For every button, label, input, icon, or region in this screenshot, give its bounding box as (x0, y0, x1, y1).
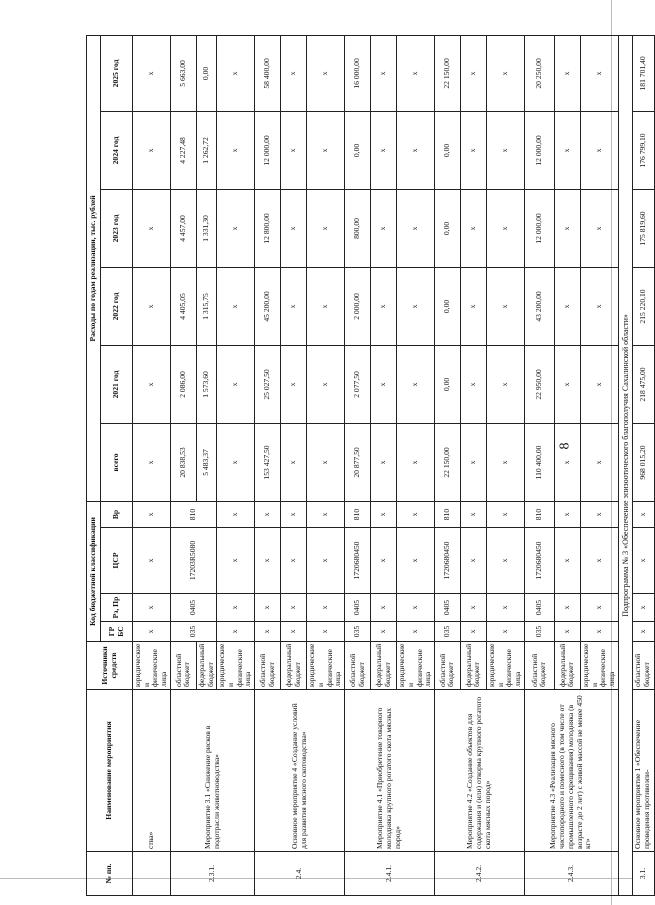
row-y2023: x (554, 189, 580, 267)
row-grbs: x (371, 622, 397, 642)
row-y2024: 1 262,72 (196, 111, 216, 189)
header-csr: ЦСР (101, 528, 133, 594)
row-grbs: x (486, 622, 524, 642)
row-source: федеральный бюджет (196, 642, 216, 690)
row-y2025: 5 663,00 (170, 35, 196, 111)
row-y2021: x (307, 345, 345, 423)
table-row (255, 35, 281, 895)
row-csr: 1720680450 (434, 528, 460, 594)
row-source: юридические и физические лица (580, 642, 618, 690)
row-csr: x (133, 528, 171, 594)
row-y2024: x (580, 111, 618, 189)
table-row (434, 35, 460, 895)
table-row (524, 35, 554, 895)
row-y2023: x (133, 189, 171, 267)
row-y2022: x (371, 267, 397, 345)
row-y2024: x (554, 111, 580, 189)
row-grbs: x (397, 622, 435, 642)
row-y2024: 12 000,00 (255, 111, 281, 189)
row-y2024: x (133, 111, 171, 189)
row-rz: 0405 (434, 594, 460, 622)
row-source: областной бюджет (170, 642, 196, 690)
row-number: 2.4. (255, 852, 345, 896)
row-y2025: x (307, 35, 345, 111)
row-total: x (133, 423, 171, 501)
row-total: 110 400,00 (524, 423, 554, 501)
last-row-y2022: 215 220,10 (632, 267, 654, 345)
row-y2025: x (486, 35, 524, 111)
row-source: федеральный бюджет (554, 642, 580, 690)
row-total: x (217, 423, 255, 501)
last-row-total: 968 015,20 (632, 423, 654, 501)
row-y2025: x (460, 35, 486, 111)
row-measure-name: Мероприятие 3.1 «Снижение рисков в подотрасли животноводства» (170, 690, 254, 852)
table-row (170, 35, 196, 895)
header-expenses: Расходы по годам реализации, тыс. рублей (87, 35, 101, 501)
row-y2021: 0,00 (434, 345, 460, 423)
row-y2023: 800,00 (345, 189, 371, 267)
row-measure-name: Мероприятие 4.3 «Реализация мясного чистопородного и помесного (в том числе от промышленного скрещивания) молодняка (в возрасте до 2 лет) с живой массой не менее 450 кг» (524, 690, 618, 852)
row-y2024: x (486, 111, 524, 189)
row-source: юридические и физические лица (307, 642, 345, 690)
last-row-name: Основное мероприятие 1 «Обеспечение проведения противоэпи- (632, 690, 654, 852)
row-y2022: x (133, 267, 171, 345)
row-source: областной бюджет (345, 642, 371, 690)
row-y2024: 4 227,48 (170, 111, 196, 189)
last-row-csr: x (632, 528, 654, 594)
row-y2025: x (371, 35, 397, 111)
row-csr: 1720680450 (524, 528, 554, 594)
header-total: всего (101, 423, 133, 501)
row-y2022: x (281, 267, 307, 345)
row-csr: 1720680450 (345, 528, 371, 594)
row-source: юридические и физические лица (397, 642, 435, 690)
row-rz: x (554, 594, 580, 622)
row-y2022: 2 000,00 (345, 267, 371, 345)
subprogram-title: Подпрограмма № 3 «Обеспечение эпизоотического благополучия Сахалинской области» (618, 35, 632, 895)
row-vr: x (460, 501, 486, 527)
row-total: x (554, 423, 580, 501)
row-grbs: x (133, 622, 171, 642)
row-y2023: x (460, 189, 486, 267)
row-csr: x (371, 528, 397, 594)
last-row-num: 3.1. (632, 852, 654, 896)
row-grbs: x (217, 622, 255, 642)
row-y2021: 2 077,50 (345, 345, 371, 423)
row-y2024: 0,00 (345, 111, 371, 189)
row-grbs: x (580, 622, 618, 642)
row-total: 5 483,37 (196, 423, 216, 501)
row-vr: x (307, 501, 345, 527)
row-rz: x (307, 594, 345, 622)
row-csr: 17203R5080 (170, 528, 216, 594)
last-row-src: областной бюджет (632, 642, 654, 690)
row-y2021: x (580, 345, 618, 423)
row-total: x (486, 423, 524, 501)
row-vr: x (255, 501, 281, 527)
row-y2021: x (371, 345, 397, 423)
row-y2021: x (133, 345, 171, 423)
row-csr: x (281, 528, 307, 594)
row-csr: x (217, 528, 255, 594)
row-grbs: 035 (434, 622, 460, 642)
row-y2021: 22 950,00 (524, 345, 554, 423)
row-y2025: x (217, 35, 255, 111)
row-y2022: 43 200,00 (524, 267, 554, 345)
row-y2023: x (486, 189, 524, 267)
row-y2021: x (554, 345, 580, 423)
row-y2023: 0,00 (434, 189, 460, 267)
row-y2021: x (217, 345, 255, 423)
page-number: 8 (557, 442, 573, 450)
row-rz: x (460, 594, 486, 622)
last-row-grbs: x (632, 622, 654, 642)
row-total: x (580, 423, 618, 501)
last-row-y2023: 175 819,60 (632, 189, 654, 267)
row-source: юридические и физические лица (133, 642, 171, 690)
header-code: Код бюджетной классификации (87, 501, 101, 641)
row-rz: x (397, 594, 435, 622)
row-rz: x (255, 594, 281, 622)
header-2021: 2021 год (101, 345, 133, 423)
row-y2021: x (281, 345, 307, 423)
last-row-y2025: 181 701,40 (632, 35, 654, 111)
subprogram-row (618, 35, 632, 895)
row-vr: x (371, 501, 397, 527)
row-vr: x (281, 501, 307, 527)
row-grbs: x (554, 622, 580, 642)
row-number: 2.4.3. (524, 852, 618, 896)
row-y2021: 1 573,60 (196, 345, 216, 423)
header-source: Источники средств (87, 642, 133, 690)
row-y2023: x (217, 189, 255, 267)
row-source: федеральный бюджет (371, 642, 397, 690)
row-y2025: 58 400,00 (255, 35, 281, 111)
table-body (133, 35, 655, 895)
row-measure-name: ства» (133, 690, 171, 852)
row-y2022: 1 315,75 (196, 267, 216, 345)
row-measure-name: Основное мероприятие 4 «Создание условий для развития мясного скотоводства» (255, 690, 345, 852)
row-y2024: 0,00 (434, 111, 460, 189)
row-y2025: x (281, 35, 307, 111)
row-rz: x (580, 594, 618, 622)
row-vr: 810 (524, 501, 554, 527)
row-y2021: x (486, 345, 524, 423)
row-y2023: x (307, 189, 345, 267)
row-source: федеральный бюджет (460, 642, 486, 690)
row-y2022: 0,00 (434, 267, 460, 345)
row-y2023: 12 000,00 (524, 189, 554, 267)
row-number (133, 852, 171, 896)
row-grbs: x (307, 622, 345, 642)
last-row-rz: x (632, 594, 654, 622)
row-y2025: 16 000,00 (345, 35, 371, 111)
row-number: 2.3.1. (170, 852, 254, 896)
row-source: юридические и физические лица (486, 642, 524, 690)
row-y2023: 4 457,00 (170, 189, 196, 267)
row-vr: x (217, 501, 255, 527)
row-vr: 810 (345, 501, 371, 527)
row-total: x (397, 423, 435, 501)
row-vr: x (133, 501, 171, 527)
header-2023: 2023 год (101, 189, 133, 267)
header-rz: Рз, Пр (101, 594, 133, 622)
row-y2024: x (460, 111, 486, 189)
row-number: 2.4.2. (434, 852, 524, 896)
row-csr: x (554, 528, 580, 594)
header-vr: Вр (101, 501, 133, 527)
budget-table (86, 35, 655, 896)
row-y2025: x (397, 35, 435, 111)
table-row (632, 35, 654, 895)
row-grbs: 035 (345, 622, 371, 642)
row-y2024: x (217, 111, 255, 189)
row-vr: x (486, 501, 524, 527)
row-measure-name: Мероприятие 4.2 «Создание объектов для содержания и (или) откорма крупного рогатого скота мясных пород» (434, 690, 524, 852)
row-y2023: x (371, 189, 397, 267)
last-row-vr: x (632, 501, 654, 527)
row-y2022: 45 200,00 (255, 267, 281, 345)
row-y2024: x (307, 111, 345, 189)
row-rz: 0405 (345, 594, 371, 622)
header-2024: 2024 год (101, 111, 133, 189)
row-y2022: x (397, 267, 435, 345)
row-y2023: x (580, 189, 618, 267)
row-y2024: x (397, 111, 435, 189)
row-y2023: x (281, 189, 307, 267)
row-y2022: 4 405,05 (170, 267, 196, 345)
row-rz: 0405 (524, 594, 554, 622)
row-y2024: x (281, 111, 307, 189)
row-y2023: 12 800,00 (255, 189, 281, 267)
row-y2023: x (397, 189, 435, 267)
row-source: областной бюджет (255, 642, 281, 690)
row-rz: x (486, 594, 524, 622)
row-total: 20 838,53 (170, 423, 196, 501)
header-name: Наименование мероприятия (87, 690, 133, 852)
row-y2025: 22 150,00 (434, 35, 460, 111)
row-vr: x (554, 501, 580, 527)
row-total: x (371, 423, 397, 501)
row-source: федеральный бюджет (281, 642, 307, 690)
row-rz: x (281, 594, 307, 622)
row-grbs: x (281, 622, 307, 642)
row-grbs: x (460, 622, 486, 642)
header-2022: 2022 год (101, 267, 133, 345)
row-measure-name: Мероприятие 4.1 «Приобретение товарного молодняка крупного рогатого скота мясных пород» (345, 690, 435, 852)
row-total: 22 150,00 (434, 423, 460, 501)
row-rz: x (217, 594, 255, 622)
row-vr: x (397, 501, 435, 527)
row-vr: 810 (434, 501, 460, 527)
row-source: областной бюджет (434, 642, 460, 690)
row-rz: x (133, 594, 171, 622)
row-y2025: x (133, 35, 171, 111)
row-csr: x (397, 528, 435, 594)
header-num: № пп. (87, 852, 133, 896)
row-csr: x (307, 528, 345, 594)
row-y2022: x (486, 267, 524, 345)
row-total: 153 427,50 (255, 423, 281, 501)
last-row-y2024: 176 799,10 (632, 111, 654, 189)
row-rz: x (371, 594, 397, 622)
row-y2025: 0,00 (196, 35, 216, 111)
row-source: областной бюджет (524, 642, 554, 690)
row-y2024: x (371, 111, 397, 189)
row-csr: x (486, 528, 524, 594)
row-grbs: 035 (524, 622, 554, 642)
row-total: x (307, 423, 345, 501)
row-vr: x (580, 501, 618, 527)
row-y2021: 2 086,00 (170, 345, 196, 423)
rotated-table-wrapper (86, 36, 652, 896)
row-grbs: 035 (170, 622, 216, 642)
row-grbs: x (255, 622, 281, 642)
row-csr: x (255, 528, 281, 594)
row-source: юридические и физические лица (217, 642, 255, 690)
table-row (345, 35, 371, 895)
row-y2025: x (554, 35, 580, 111)
row-y2022: x (580, 267, 618, 345)
row-y2021: 25 027,50 (255, 345, 281, 423)
row-y2021: x (460, 345, 486, 423)
row-y2022: x (554, 267, 580, 345)
row-y2021: x (397, 345, 435, 423)
row-y2022: x (460, 267, 486, 345)
header-grbs: ГР БС (101, 622, 133, 642)
row-total: x (281, 423, 307, 501)
row-total: 20 877,50 (345, 423, 371, 501)
row-csr: x (580, 528, 618, 594)
row-y2022: x (307, 267, 345, 345)
row-number: 2.4.1. (345, 852, 435, 896)
row-rz: 0405 (170, 594, 216, 622)
row-y2023: 1 331,30 (196, 189, 216, 267)
row-total: x (460, 423, 486, 501)
row-y2025: x (580, 35, 618, 111)
header-2025: 2025 год (101, 35, 133, 111)
row-y2025: 20 250,00 (524, 35, 554, 111)
table-row (133, 35, 171, 895)
row-y2022: x (217, 267, 255, 345)
row-y2024: 12 000,00 (524, 111, 554, 189)
row-csr: x (460, 528, 486, 594)
last-row-y2021: 218 475,00 (632, 345, 654, 423)
row-vr: 810 (170, 501, 216, 527)
